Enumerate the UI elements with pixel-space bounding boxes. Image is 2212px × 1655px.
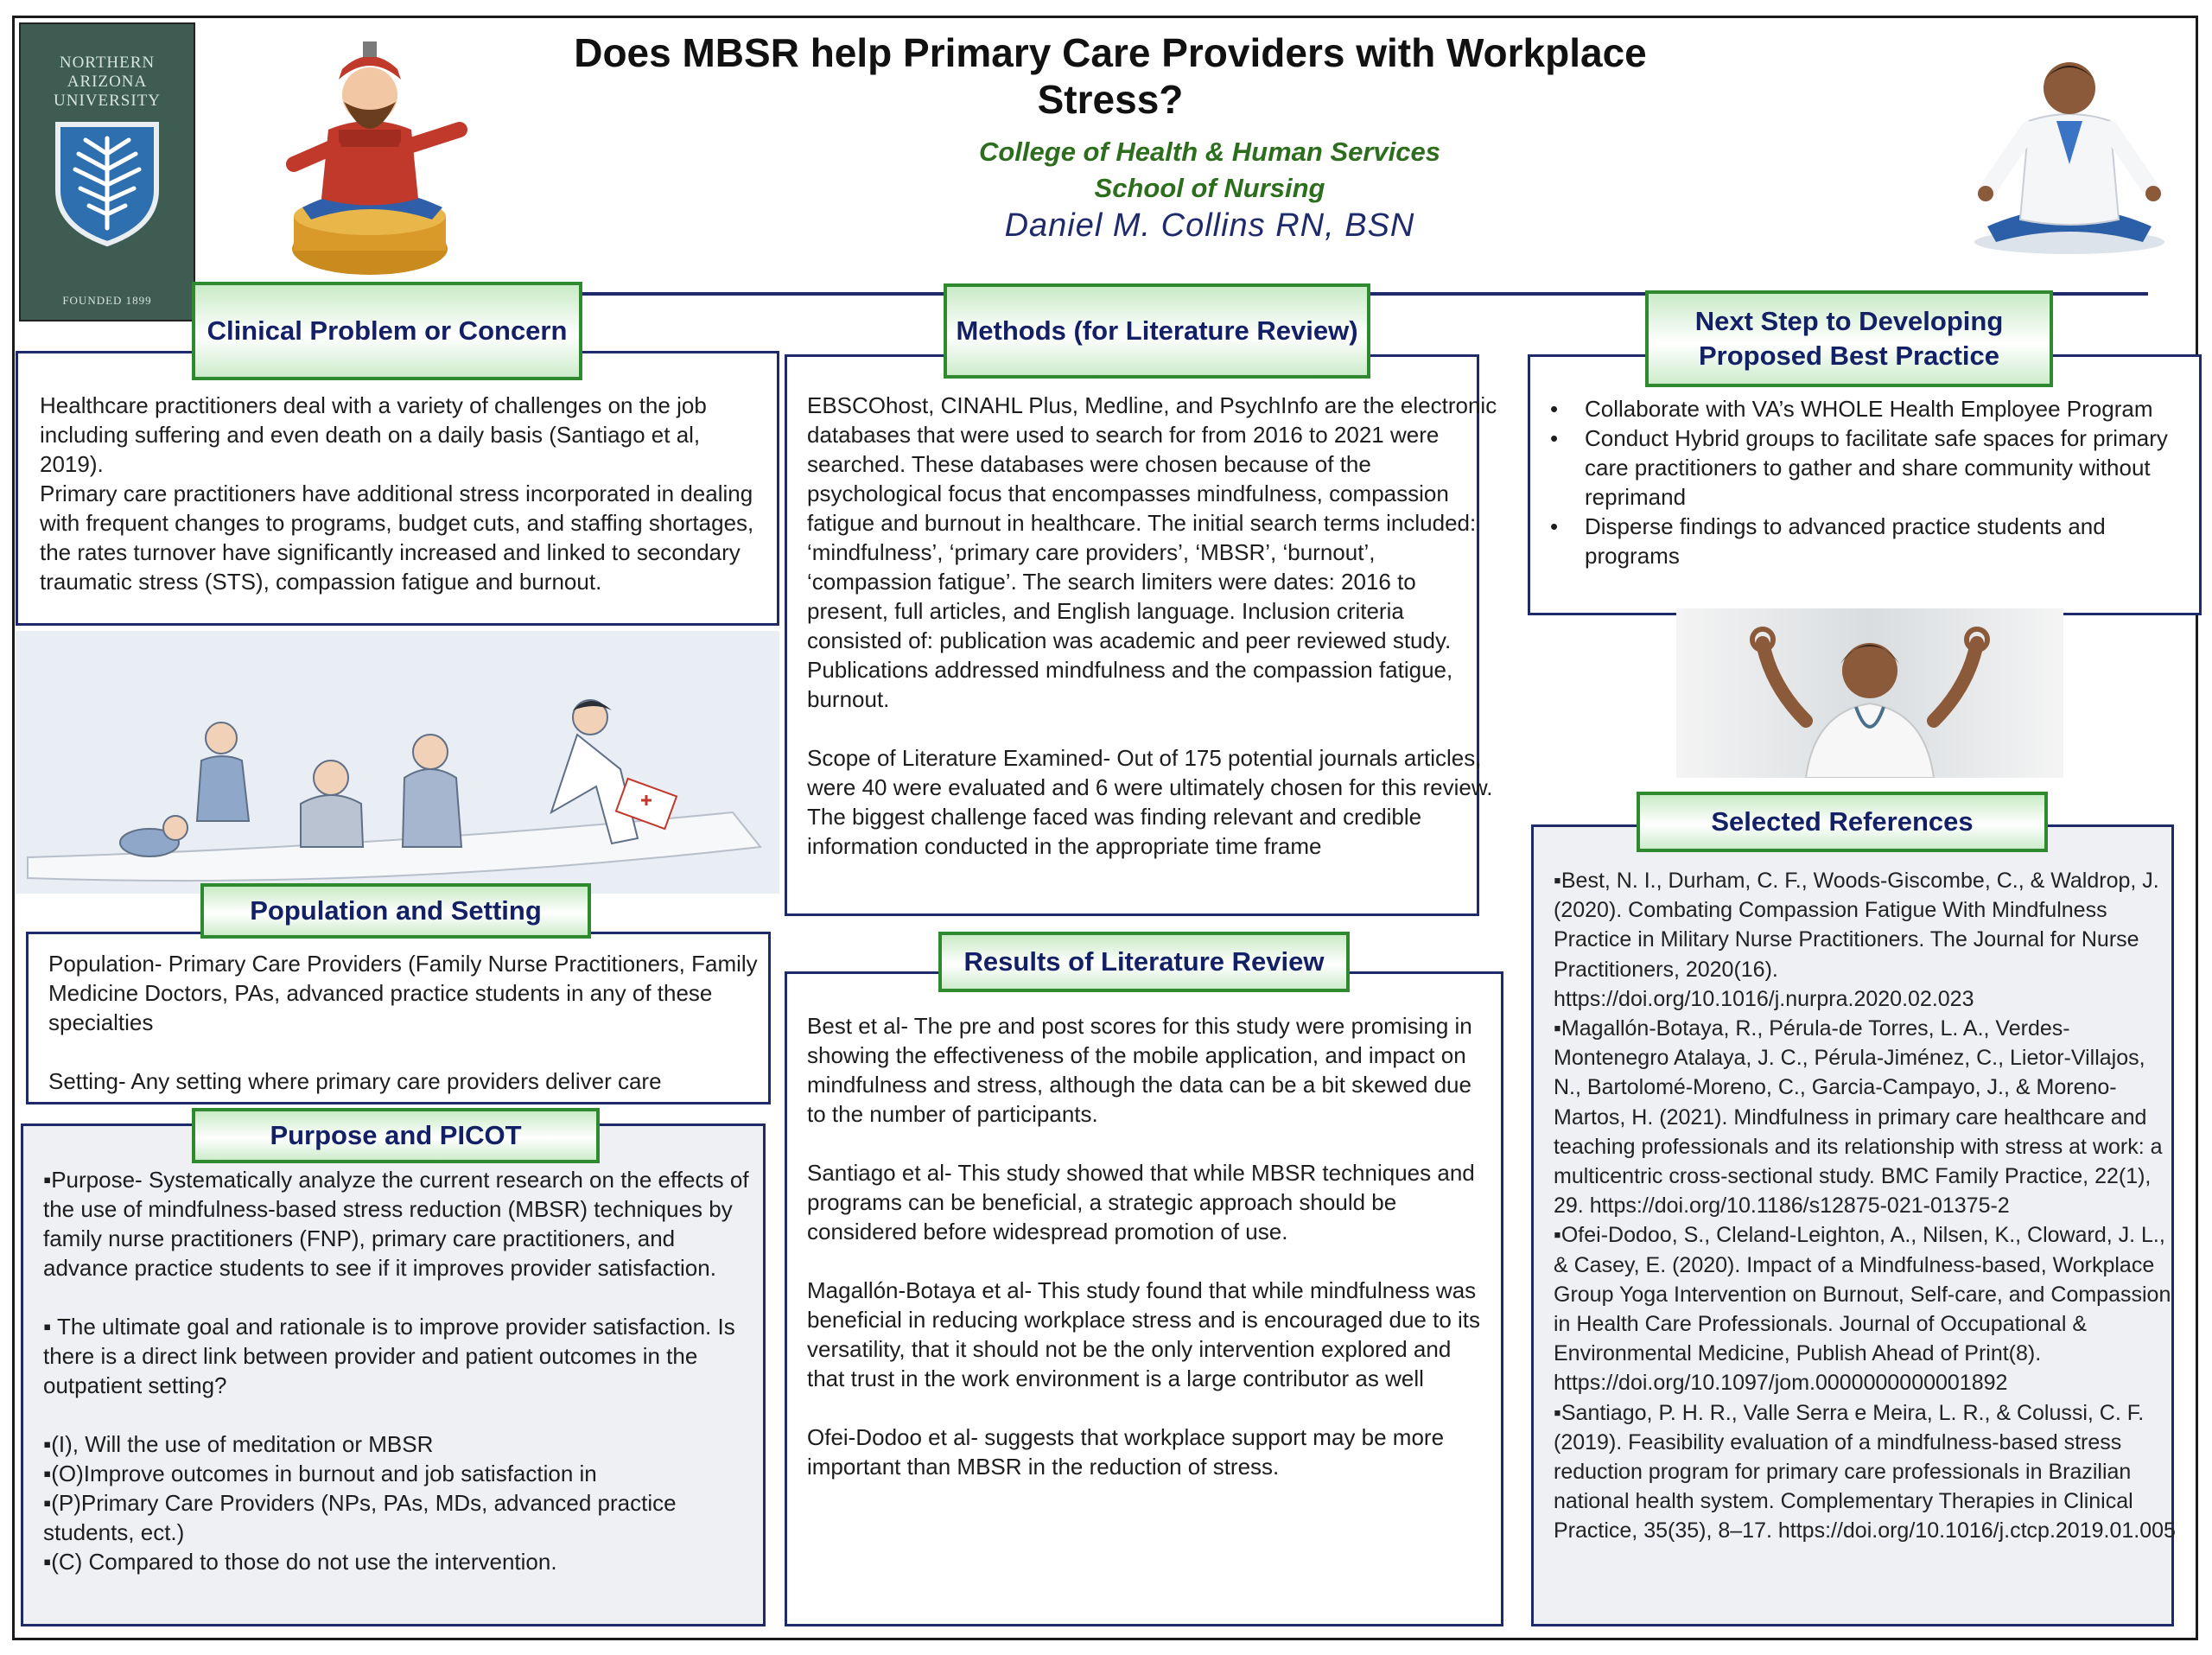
doctor-meditating-illustration: [1953, 35, 2186, 268]
population-text: [48, 949, 766, 1096]
logo-founded: FOUNDED 1899: [62, 294, 152, 307]
next-step-item-3: • Disperse findings to advanced practice students and programs: [1543, 512, 2196, 570]
methods-paragraph-1: EBSCOhost, CINAHL Plus, Medline, and PsychInfo are the electronic databases that were used to search for from 2016 to 2021 were searched. These databases were chosen because of the psychological focus that encompasses mindfulness, compassion fatigue and burnout in healthcare. The initial search terms included: ‘mindfulness’, ‘primary care providers’, ‘MBSR’, ‘burnout’, ‘compassion fatigue’. The search limiters were dates: 2016 to present, full articles, and English language. Inclusion criteria consisted of: publication was academic and peer reviewed study. Publications addressed mindfulness and the compassion fatigue, burnout.: [807, 392, 1497, 712]
results-heading: Results of Literature Review: [938, 932, 1350, 992]
result-best: Best et al- The pre and post scores for this study were promising in showing the effectiveness of the mobile application, and impact on mindfulness and stress, although the data can be a bit skewed due to the number of participants.: [807, 1013, 1472, 1127]
picot-p: ▪(P)Primary Care Providers (NPs, PAs, MDs, advanced practice students, ect.): [43, 1490, 677, 1545]
nau-logo: [19, 22, 195, 321]
nurse-meditating-photo: [1676, 608, 2063, 778]
reference-santiago: ▪Santiago, P. H. R., Valle Serra e Meira, L. R., & Colussi, C. F. (2019). Feasibility evaluation of a mindfulness-based stress reduction program for primary care professionals in Brazilian national health system. Complementary Therapies in Clinical Practice, 35(35), 8–17. https://doi.org/10.1016/j.ctcp.2019.01.005: [1554, 1400, 2176, 1544]
methods-heading: Methods (for Literature Review): [944, 283, 1370, 379]
clinical-paragraph-1: Healthcare practitioners deal with a variety of challenges on the job including suffering and even death on a daily basis (Santiago et al, 2019).: [40, 392, 707, 477]
reference-magallon: ▪Magallón-Botaya, R., Pérula-de Torres, L. A., Verdes-Montenegro Atalaya, J. C., Pérula-Jiménez, C., Lietor-Villajos, N., Bartolomé-Moreno, C., Garcia-Campayo, J., & Moreno-Martos, H. (2021). Mindfulness in primary care healthcare and teaching professionals and its relationship with stress at work: a multicentric cross-sectional study. BMC Family Practice, 22(1), 29. https://doi.org/10.1186/s12875-021-01375-2: [1554, 1016, 2163, 1219]
result-ofei-dodoo: Ofei-Dodoo et al- suggests that workplace support may be more important than MBSR in the reduction of stress.: [807, 1424, 1445, 1480]
population-paragraph: Population- Primary Care Providers (Family Nurse Practitioners, Family Medicine Doctors, PAs, advanced practice students in any of these specialties: [48, 951, 758, 1035]
purpose-heading: Purpose and PICOT: [192, 1108, 600, 1163]
clinical-problem-text: [40, 391, 766, 596]
result-magallon: Magallón-Botaya et al- This study found that while mindfulness was beneficial in reducing workplace stress and is encouraged due to its versatility, that it should not be the only intervention explored and that trust in the work environment is a large contributor as well: [807, 1277, 1481, 1391]
next-step-text: [1543, 394, 2196, 570]
logo-line1: NORTHERN: [59, 54, 156, 72]
next-step-item-2: • Conduct Hybrid groups to facilitate safe spaces for primary care practitioners to gather and share community without reprimand: [1543, 423, 2196, 512]
logo-line3: UNIVERSITY: [54, 92, 161, 110]
references-text: [1554, 866, 2176, 1546]
author-name: Daniel M. Collins RN, BSN: [1004, 207, 1415, 244]
poster-title: Does MBSR help Primary Care Providers with Workplace Stress?: [574, 30, 1647, 122]
methods-paragraph-2: Scope of Literature Examined- Out of 175 potential journals articles, were 40 were evaluated and 6 were ultimately chosen for this review. The biggest challenge faced was finding relevant and credible information conducted in the appropriate time frame: [807, 745, 1493, 859]
result-santiago: Santiago et al- This study showed that while MBSR techniques and programs can be beneficial, a strategic approach should be considered before widespread promotion of use.: [807, 1160, 1475, 1244]
purpose-text: [43, 1165, 757, 1576]
purpose-paragraph: ▪Purpose- Systematically analyze the current research on the effects of the use of mindfulness-based stress reduction (MBSR) techniques by family nurse practitioners (FNP), primary care practitioners, and advance practice students to see if it improves provider satisfaction.: [43, 1167, 749, 1281]
nau-shield-icon: [54, 119, 160, 247]
clinical-paragraph-2: Primary care practitioners have additional stress incorporated in dealing with frequent changes to programs, budget cuts, and staffing shortages, the rates turnover have significantly increased and linked to secondary traumatic stress (STS), compassion fatigue and burnout.: [40, 481, 754, 595]
school-name: School of Nursing: [1094, 173, 1325, 203]
results-text: [807, 1011, 1486, 1481]
picot-i: ▪(I), Will the use of meditation or MBSR: [43, 1431, 434, 1457]
next-step-heading: Next Step to Developing Proposed Best Practice: [1645, 290, 2053, 387]
picot-o: ▪(O)Improve outcomes in burnout and job satisfaction in: [43, 1461, 597, 1486]
lumberjack-meditating-illustration: [259, 35, 493, 285]
population-heading: Population and Setting: [200, 883, 591, 939]
reference-best: ▪Best, N. I., Durham, C. F., Woods-Giscombe, C., & Waldrop, J. (2020). Combating Compassion Fatigue With Mindfulness Practice in Military Nurse Practitioners. The Journal for Nurse Practitioners, 2020(16). https://doi.org/10.1016/j.nurpra.2020.02.023: [1554, 869, 2159, 1011]
college-name: College of Health & Human Services: [978, 137, 1441, 167]
setting-paragraph: Setting- Any setting where primary care providers deliver care: [48, 1068, 662, 1094]
clinical-problem-heading: Clinical Problem or Concern: [192, 282, 582, 380]
logo-line2: ARIZONA: [67, 73, 148, 91]
reference-ofei-dodoo: ▪Ofei-Dodoo, S., Cleland-Leighton, A., Nilsen, K., Cloward, J. L., & Casey, E. (2020). Impact of a Mindfulness-based, Workplace Group Yoga Intervention on Burnout, Self-care, and Compassion in Health Care Professionals. Journal of Occupational & Environmental Medicine, Publish Ahead of Print(8). https://doi.org/10.1097/jom.0000000000001892: [1554, 1223, 2171, 1396]
references-heading: Selected References: [1637, 792, 2048, 852]
next-step-item-1: • Collaborate with VA’s WHOLE Health Employee Program: [1543, 394, 2196, 423]
burnout-people-illustration: [16, 631, 779, 894]
rationale-paragraph: ▪ The ultimate goal and rationale is to improve provider satisfaction. Is there is a direct link between provider and patient outcomes in the outpatient setting?: [43, 1314, 735, 1398]
methods-text: [807, 391, 1498, 861]
picot-c: ▪(C) Compared to those do not use the intervention.: [43, 1549, 557, 1575]
